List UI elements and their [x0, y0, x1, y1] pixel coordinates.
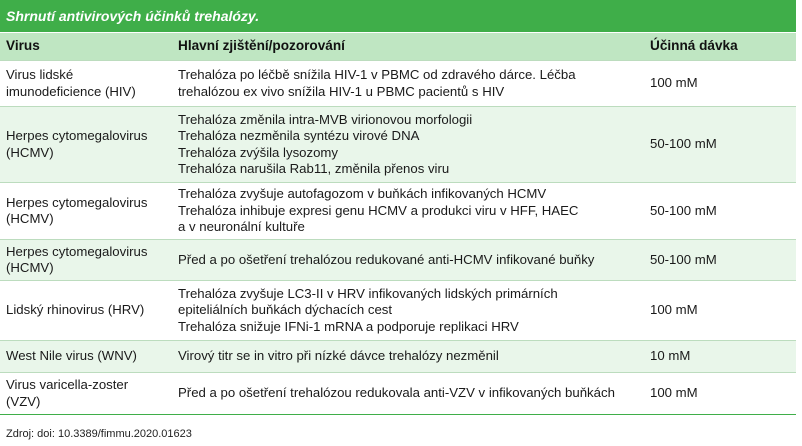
finding-line: Trehalóza po léčbě snížila HIV-1 v PBMC od zdravého dárce. Léčba: [178, 67, 576, 83]
findings-cell: [172, 373, 644, 415]
table-row: [0, 107, 796, 183]
finding-line: Trehalóza zvyšuje autofagozom v buňkách infikovaných HCMV: [178, 186, 547, 202]
virus-line: Herpes cytomegalovirus: [6, 243, 148, 259]
findings-cell: [172, 61, 644, 107]
finding-line: a v neuronální kultuře: [178, 219, 305, 235]
dose-cell: 100 mM: [650, 302, 698, 318]
finding-line: Trehalóza zvýšila lysozomy: [178, 144, 339, 160]
findings-cell: [172, 281, 644, 341]
virus-line: (HCMV): [6, 260, 54, 275]
finding-line: Virový titr se in vitro při nízké dávce trehalózy nezměnil: [178, 348, 499, 364]
findings-cell: [172, 341, 644, 373]
virus-cell: [0, 281, 172, 341]
finding-line: trehalózou ex vivo snížila HIV-1 u PBMC pacientů s HIV: [178, 83, 505, 99]
dose-cell: 10 mM: [644, 341, 796, 373]
finding-line: Trehalóza snižuje IFNi-1 mRNA a podporuje replikaci HRV: [178, 318, 519, 334]
header-row: [0, 33, 796, 61]
virus-line: Virus lidské: [6, 67, 74, 83]
trehalose-antiviral-table: [0, 33, 796, 415]
virus-line: West Nile virus (WNV): [6, 348, 137, 364]
virus-line: Lidský rhinovirus (HRV): [6, 302, 145, 318]
findings-cell: [172, 107, 644, 183]
table-title: Shrnutí antivirových účinků trehalózy.: [0, 0, 796, 32]
dose-cell: 50-100 mM: [644, 240, 796, 281]
virus-line: (HCMV): [6, 211, 54, 226]
finding-line: Trehalóza nezměnila syntézu virové DNA: [178, 128, 420, 144]
virus-cell: [0, 341, 172, 373]
virus-cell: [0, 240, 172, 281]
finding-line: Před a po ošetření trehalózou redukovala anti-VZV v infikovaných buňkách: [178, 385, 615, 401]
dose-cell: 100 mM: [650, 75, 698, 91]
finding-line: epiteliálních buňkách dýchacích cest: [178, 302, 393, 318]
virus-line: imunodeficience (HIV): [6, 83, 136, 99]
dose-cell: 50-100 mM: [650, 202, 717, 218]
table-row: [0, 61, 796, 107]
table-row: [0, 281, 796, 341]
finding-line: Před a po ošetření trehalózou redukované anti-HCMV infikované buňky: [178, 251, 595, 267]
virus-line: Herpes cytomegalovirus: [6, 194, 148, 210]
header-virus: Virus: [0, 33, 172, 61]
dose-cell: 100 mM: [650, 385, 698, 401]
virus-line: (HCMV): [6, 144, 54, 160]
table-row: [0, 183, 796, 240]
virus-line: Virus varicella-zoster: [6, 377, 129, 393]
header-dose: Účinná dávka: [644, 33, 796, 61]
virus-line: Herpes cytomegalovirus: [6, 128, 148, 144]
findings-cell: [172, 240, 644, 281]
source-citation: Zdroj: doi: 10.3389/fimmu.2020.01623: [6, 428, 192, 440]
header-findings: Hlavní zjištění/pozorování: [172, 33, 644, 61]
table-row: [0, 240, 796, 281]
table-row: [0, 373, 796, 415]
finding-line: Trehalóza zvyšuje LC3-II v HRV infikovaných lidských primárních: [178, 285, 558, 301]
finding-line: Trehalóza změnila intra-MVB virionovou morfologii: [178, 111, 473, 127]
virus-cell: [0, 373, 172, 415]
findings-cell: [172, 183, 644, 240]
virus-cell: [0, 107, 172, 183]
table-row: [0, 341, 796, 373]
virus-cell: [0, 61, 172, 107]
finding-line: Trehalóza inhibuje expresi genu HCMV a produkci viru v HFF, HAEC: [178, 202, 579, 218]
finding-line: Trehalóza narušila Rab11, změnila přenos viru: [178, 160, 450, 176]
dose-cell: 50-100 mM: [644, 107, 796, 183]
virus-line: (VZV): [6, 393, 41, 409]
virus-cell: [0, 183, 172, 240]
